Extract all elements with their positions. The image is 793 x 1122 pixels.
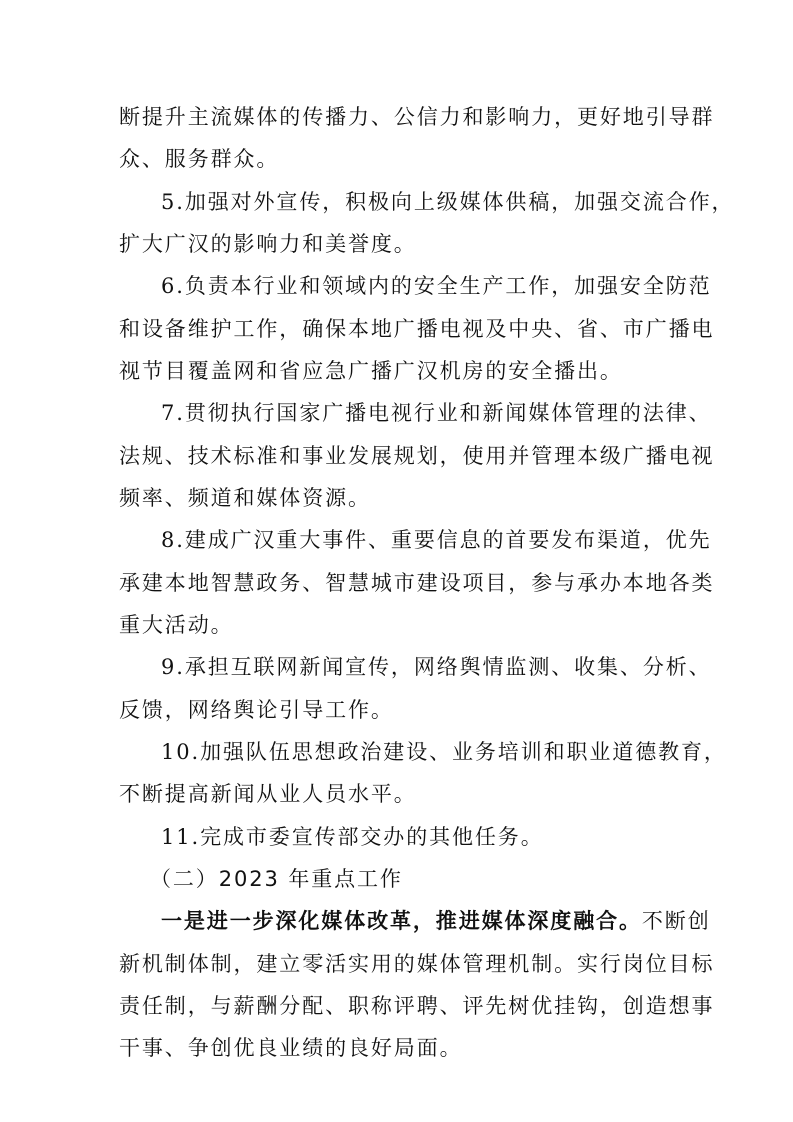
focus-paragraph-line: 干事、争创优良业绩的良好局面。 [119,1036,463,1060]
paragraph-line: 众、服务群众。 [119,147,280,171]
list-item-10-line: 不断提高新闻从业人员水平。 [119,782,417,806]
focus-paragraph-line: 新机制体制，建立零活实用的媒体管理机制。实行岗位目标 [119,952,715,976]
list-item-7-line: 法规、技术标准和事业发展规划，使用并管理本级广播电视 [119,444,715,468]
section-heading: （二）2023 年重点工作 [150,867,403,891]
list-item-6-line: 6.负责本行业和领域内的安全生产工作，加强安全防范 [161,274,712,298]
list-item-9-line: 9.承担互联网新闻宣传，网络舆情监测、收集、分析、 [161,655,712,679]
list-item-6-line: 和设备维护工作，确保本地广播电视及中央、省、市广播电 [119,317,715,341]
list-item-9-line: 反馈，网络舆论引导工作。 [119,698,394,722]
list-item-10-line: 10.加强队伍思想政治建设、业务培训和职业道德教育， [161,740,727,764]
list-item-8-line: 8.建成广汉重大事件、重要信息的首要发布渠道，优先 [161,528,712,552]
paragraph-line: 断提升主流媒体的传播力、公信力和影响力，更好地引导群 [119,105,715,129]
list-item-5-line: 扩大广汉的影响力和美誉度。 [119,232,417,256]
list-item-6-line: 视节目覆盖网和省应急广播广汉机房的安全播出。 [119,359,623,383]
focus-first-line-rest: 不断创 [641,909,711,933]
focus-paragraph-first-line [161,906,721,936]
list-item-11-line: 11.完成市委宣传部交办的其他任务。 [161,825,544,849]
list-item-5-line: 5.加强对外宣传，积极向上级媒体供稿，加强交流合作， [161,190,735,214]
focus-bold-lead: 一是进一步深化媒体改革，推进媒体深度融合。 [161,909,642,933]
list-item-7-line: 频率、频道和媒体资源。 [119,486,371,510]
list-item-7-line: 7.贯彻执行国家广播电视行业和新闻媒体管理的法律、 [161,401,712,425]
focus-paragraph-line: 责任制，与薪酬分配、职称评聘、评先树优挂钩，创造想事 [119,994,715,1018]
list-item-8-line: 承建本地智慧政务、智慧城市建设项目，参与承办本地各类 [119,571,715,595]
list-item-8-line: 重大活动。 [119,613,234,637]
